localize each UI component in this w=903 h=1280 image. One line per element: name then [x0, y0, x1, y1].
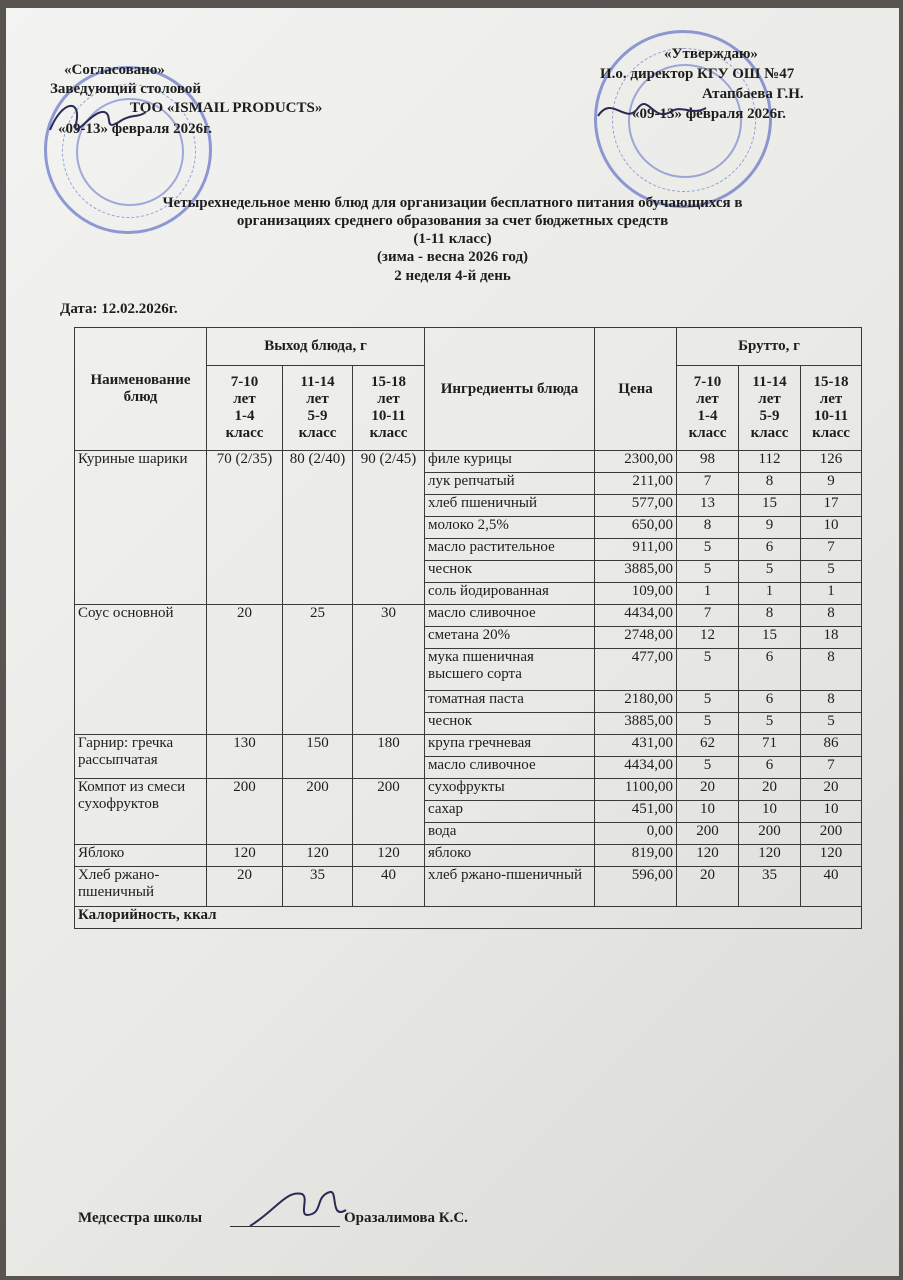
gross-age2-cell: 200 — [739, 823, 801, 845]
gross-age2-cell: 10 — [739, 801, 801, 823]
output-age3-cell: 200 — [353, 779, 425, 845]
ingredient-cell: сметана 20% — [425, 627, 595, 649]
gross-age2-cell: 6 — [739, 691, 801, 713]
menu-title-line5: 2 неделя 4-й день — [394, 268, 511, 284]
price-cell: 451,00 — [595, 801, 677, 823]
gross-age2-cell: 6 — [739, 649, 801, 691]
price-cell: 4434,00 — [595, 757, 677, 779]
gross-age3-cell: 200 — [801, 823, 862, 845]
gross-age3-cell: 10 — [801, 517, 862, 539]
document-page — [6, 8, 899, 1276]
gross-age1-header: 7-10 лет 1-4 класс — [677, 366, 739, 451]
gross-age1-cell: 1 — [677, 583, 739, 605]
gross-age3-cell: 9 — [801, 473, 862, 495]
gross-header: Брутто, г — [677, 328, 862, 366]
gross-age1-cell: 98 — [677, 451, 739, 473]
gross-age2-header: 11-14 лет 5-9 класс — [739, 366, 801, 451]
ingredient-cell: томатная паста — [425, 691, 595, 713]
ingredient-cell: лук репчатый — [425, 473, 595, 495]
gross-age2-cell: 5 — [739, 561, 801, 583]
output-age3-cell: 120 — [353, 845, 425, 867]
dish-name-header: Наименование блюд — [75, 328, 207, 451]
ingredients-header: Ингредиенты блюда — [425, 328, 595, 451]
gross-age1-cell: 10 — [677, 801, 739, 823]
price-cell: 2180,00 — [595, 691, 677, 713]
gross-age1-cell: 8 — [677, 517, 739, 539]
ingredient-cell: мука пшеничная высшего сорта — [425, 649, 595, 691]
output-age2-cell: 150 — [283, 735, 353, 779]
menu-title-line1: Четырехнедельное меню блюд для организации бесплатного питания обучающихся в — [162, 195, 743, 211]
menu-table — [74, 327, 862, 929]
gross-age1-cell: 5 — [677, 713, 739, 735]
price-header: Цена — [595, 328, 677, 451]
gross-age1-cell: 13 — [677, 495, 739, 517]
gross-age3-cell: 8 — [801, 691, 862, 713]
ingredient-cell: хлеб ржано-пшеничный — [425, 867, 595, 907]
canteen-head-label: Заведующий столовой — [50, 81, 202, 97]
menu-title-line4: (зима - весна 2026 год) — [376, 249, 529, 265]
gross-age3-cell: 5 — [801, 713, 862, 735]
gross-age3-cell: 18 — [801, 627, 862, 649]
table-row — [75, 867, 862, 907]
menu-title-line3: (1-11 класс) — [413, 231, 492, 247]
dish-name-cell: Хлеб ржано-пшеничный — [75, 867, 207, 907]
gross-age2-cell: 1 — [739, 583, 801, 605]
gross-age2-cell: 35 — [739, 867, 801, 907]
gross-age2-cell: 71 — [739, 735, 801, 757]
ingredient-cell: масло сливочное — [425, 757, 595, 779]
table-row — [75, 779, 862, 801]
calories-label: Калорийность, ккал — [75, 907, 862, 929]
output-age3-cell: 30 — [353, 605, 425, 735]
output-age2-cell: 80 (2/40) — [283, 451, 353, 605]
company-name: ТОО «ISMAIL PRODUCTS» — [130, 100, 323, 116]
gross-age1-cell: 5 — [677, 691, 739, 713]
gross-age3-cell: 5 — [801, 561, 862, 583]
price-cell: 577,00 — [595, 495, 677, 517]
output-age2-header: 11-14 лет 5-9 класс — [283, 366, 353, 451]
approve-date: «09-13» февраля 2026г. — [632, 106, 787, 122]
output-age3-cell: 40 — [353, 867, 425, 907]
price-cell: 596,00 — [595, 867, 677, 907]
ingredient-cell: молоко 2,5% — [425, 517, 595, 539]
gross-age2-cell: 6 — [739, 539, 801, 561]
price-cell: 3885,00 — [595, 561, 677, 583]
output-age1-cell: 200 — [207, 779, 283, 845]
ingredient-cell: хлеб пшеничный — [425, 495, 595, 517]
dish-name-cell: Гарнир: гречка рассыпчатая — [75, 735, 207, 779]
gross-age1-cell: 20 — [677, 779, 739, 801]
gross-age2-cell: 15 — [739, 627, 801, 649]
gross-age1-cell: 5 — [677, 757, 739, 779]
approve-label: «Утверждаю» — [664, 46, 758, 62]
ingredient-cell: филе курицы — [425, 451, 595, 473]
price-cell: 650,00 — [595, 517, 677, 539]
table-row — [75, 845, 862, 867]
price-cell: 2300,00 — [595, 451, 677, 473]
price-cell: 0,00 — [595, 823, 677, 845]
gross-age3-cell: 126 — [801, 451, 862, 473]
gross-age1-cell: 7 — [677, 473, 739, 495]
gross-age2-cell: 8 — [739, 473, 801, 495]
table-row — [75, 451, 862, 473]
gross-age1-cell: 120 — [677, 845, 739, 867]
output-age2-cell: 200 — [283, 779, 353, 845]
gross-age2-cell: 6 — [739, 757, 801, 779]
price-cell: 1100,00 — [595, 779, 677, 801]
ingredient-cell: крупа гречневая — [425, 735, 595, 757]
gross-age2-cell: 9 — [739, 517, 801, 539]
price-cell: 4434,00 — [595, 605, 677, 627]
ingredient-cell: сухофрукты — [425, 779, 595, 801]
price-cell: 477,00 — [595, 649, 677, 691]
price-cell: 211,00 — [595, 473, 677, 495]
output-age1-cell: 70 (2/35) — [207, 451, 283, 605]
output-age3-cell: 90 (2/45) — [353, 451, 425, 605]
gross-age1-cell: 7 — [677, 605, 739, 627]
nurse-name: Оразалимова К.С. — [344, 1210, 468, 1226]
gross-age2-cell: 120 — [739, 845, 801, 867]
gross-age1-cell: 62 — [677, 735, 739, 757]
price-cell: 911,00 — [595, 539, 677, 561]
dish-name-cell: Соус основной — [75, 605, 207, 735]
output-age2-cell: 120 — [283, 845, 353, 867]
output-age1-cell: 120 — [207, 845, 283, 867]
gross-age3-cell: 10 — [801, 801, 862, 823]
ingredient-cell: яблоко — [425, 845, 595, 867]
ingredient-cell: сахар — [425, 801, 595, 823]
gross-age2-cell: 8 — [739, 605, 801, 627]
agreed-date: «09-13» февраля 2026г. — [58, 121, 213, 137]
gross-age3-header: 15-18 лет 10-11 класс — [801, 366, 862, 451]
gross-age1-cell: 12 — [677, 627, 739, 649]
price-cell: 819,00 — [595, 845, 677, 867]
menu-title-line2: организациях среднего образования за счет бюджетных средств — [236, 213, 669, 229]
ingredient-cell: вода — [425, 823, 595, 845]
director-name: Атапбаева Г.Н. — [702, 86, 804, 102]
gross-age1-cell: 5 — [677, 649, 739, 691]
price-cell: 2748,00 — [595, 627, 677, 649]
right-signature — [592, 86, 712, 136]
gross-age2-cell: 15 — [739, 495, 801, 517]
agreed-label: «Согласовано» — [64, 62, 165, 78]
gross-age3-cell: 40 — [801, 867, 862, 907]
gross-age3-cell: 20 — [801, 779, 862, 801]
ingredient-cell: масло сливочное — [425, 605, 595, 627]
output-header: Выход блюда, г — [207, 328, 425, 366]
gross-age3-cell: 17 — [801, 495, 862, 517]
output-age2-cell: 25 — [283, 605, 353, 735]
gross-age3-cell: 86 — [801, 735, 862, 757]
gross-age1-cell: 5 — [677, 561, 739, 583]
price-cell: 431,00 — [595, 735, 677, 757]
gross-age2-cell: 112 — [739, 451, 801, 473]
table-row — [75, 735, 862, 757]
gross-age1-cell: 20 — [677, 867, 739, 907]
gross-age3-cell: 7 — [801, 539, 862, 561]
nurse-label: Медсестра школы — [78, 1210, 203, 1226]
gross-age2-cell: 5 — [739, 713, 801, 735]
nurse-signature — [246, 1180, 356, 1236]
ingredient-cell: масло растительное — [425, 539, 595, 561]
ingredient-cell: чеснок — [425, 561, 595, 583]
output-age1-cell: 130 — [207, 735, 283, 779]
director-title: И.о. директор КГУ ОШ №47 — [600, 66, 795, 82]
dish-name-cell: Яблоко — [75, 845, 207, 867]
ingredient-cell: соль йодированная — [425, 583, 595, 605]
table-row — [75, 605, 862, 627]
gross-age2-cell: 20 — [739, 779, 801, 801]
ingredient-cell: чеснок — [425, 713, 595, 735]
output-age3-header: 15-18 лет 10-11 класс — [353, 366, 425, 451]
gross-age1-cell: 5 — [677, 539, 739, 561]
gross-age1-cell: 200 — [677, 823, 739, 845]
menu-date: Дата: 12.02.2026г. — [60, 301, 178, 317]
gross-age3-cell: 8 — [801, 649, 862, 691]
gross-age3-cell: 8 — [801, 605, 862, 627]
gross-age3-cell: 1 — [801, 583, 862, 605]
output-age2-cell: 35 — [283, 867, 353, 907]
output-age1-cell: 20 — [207, 867, 283, 907]
price-cell: 3885,00 — [595, 713, 677, 735]
dish-name-cell: Компот из смеси сухофруктов — [75, 779, 207, 845]
dish-name-cell: Куриные шарики — [75, 451, 207, 605]
output-age1-header: 7-10 лет 1-4 класс — [207, 366, 283, 451]
output-age1-cell: 20 — [207, 605, 283, 735]
price-cell: 109,00 — [595, 583, 677, 605]
output-age3-cell: 180 — [353, 735, 425, 779]
gross-age3-cell: 120 — [801, 845, 862, 867]
gross-age3-cell: 7 — [801, 757, 862, 779]
left-signature — [42, 90, 152, 150]
